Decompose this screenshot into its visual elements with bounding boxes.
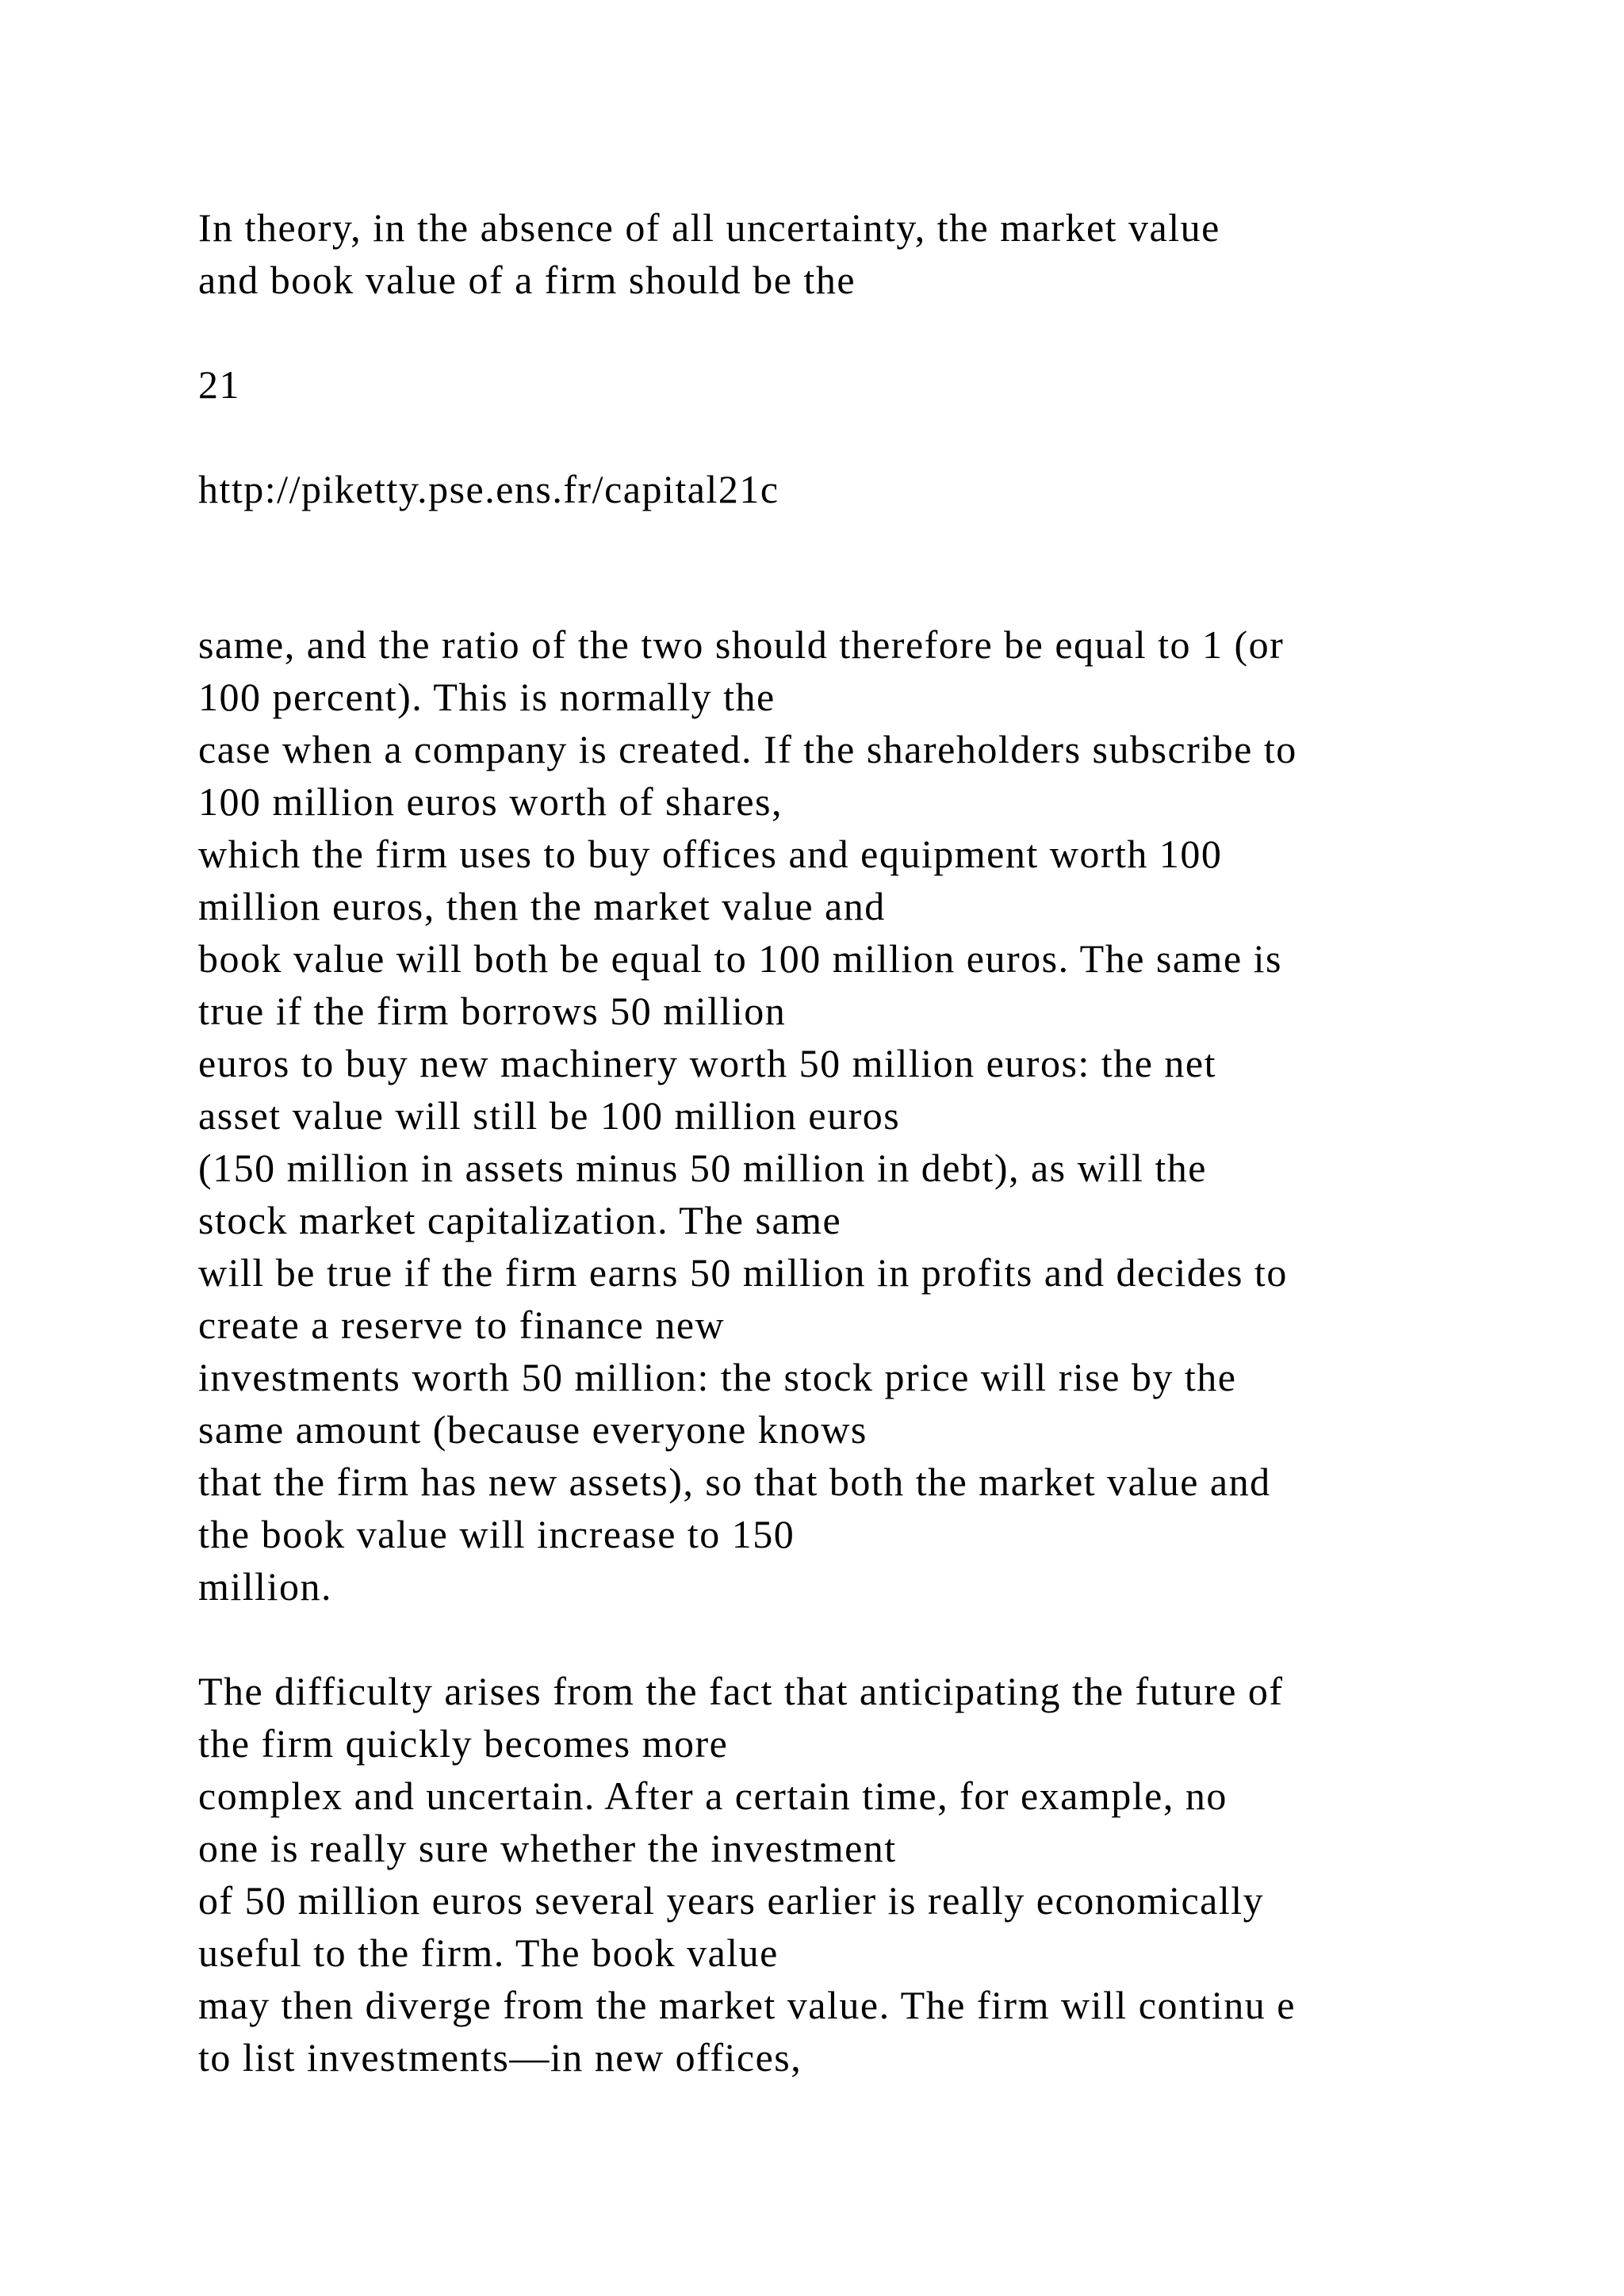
paragraph-2-line-19: million. [198, 1564, 332, 1609]
paragraph-2-line-3: case when a company is created. If the shareholders subscribe to [198, 727, 1297, 771]
paragraph-2-line-7: book value will both be equal to 100 million euros. The same is [198, 936, 1282, 981]
paragraph-3-line-6: useful to the firm. The book value [198, 1931, 779, 1975]
paragraph-2-line-15: investments worth 50 million: the stock price will rise by the [198, 1355, 1237, 1399]
paragraph-3-line-4: one is really sure whether the investment [198, 1826, 897, 1870]
paragraph-2-line-13: will be true if the firm earns 50 million in profits and decides to [198, 1250, 1288, 1295]
paragraph-1-line-1: In theory, in the absence of all uncertainty, the market value [198, 205, 1220, 250]
paragraph-3-line-1: The difficulty arises from the fact that anticipating the future of [198, 1669, 1284, 1713]
paragraph-1-line-2: and book value of a firm should be the [198, 258, 856, 302]
paragraph-2-line-14: create a reserve to finance new [198, 1303, 726, 1347]
paragraph-2-line-12: stock market capitalization. The same [198, 1198, 842, 1242]
paragraph-2-line-11: (150 million in assets minus 50 million in debt), as will the [198, 1146, 1207, 1190]
paragraph-2-line-16: same amount (because everyone knows [198, 1407, 868, 1452]
paragraph-3-line-8: to list investments—in new offices, [198, 2035, 802, 2080]
paragraph-2-line-4: 100 million euros worth of shares, [198, 779, 783, 824]
paragraph-2-line-6: million euros, then the market value and [198, 884, 886, 928]
paragraph-2-line-2: 100 percent). This is normally the [198, 675, 776, 719]
page-number: 21 [198, 362, 240, 407]
paragraph-2-line-1: same, and the ratio of the two should therefore be equal to 1 (or [198, 622, 1285, 667]
paragraph-3-line-3: complex and uncertain. After a certain time, for example, no [198, 1774, 1228, 1818]
paragraph-2-line-18: the book value will increase to 150 [198, 1512, 795, 1556]
paragraph-2-line-10: asset value will still be 100 million euros [198, 1093, 901, 1138]
paragraph-3-line-7: may then diverge from the market value. The firm will continu e [198, 1983, 1296, 2027]
paragraph-2-line-9: euros to buy new machinery worth 50 million euros: the net [198, 1041, 1216, 1085]
paragraph-2-line-5: which the firm uses to buy offices and equipment worth 100 [198, 832, 1223, 876]
paragraph-2-line-17: that the firm has new assets), so that both the market value and [198, 1460, 1271, 1504]
paragraph-3-line-5: of 50 million euros several years earlier is really economically [198, 1878, 1265, 1923]
source-url: http://piketty.pse.ens.fr/capital21c [198, 467, 779, 511]
paragraph-2-line-8: true if the firm borrows 50 million [198, 989, 787, 1033]
paragraph-3-line-2: the firm quickly becomes more [198, 1721, 729, 1766]
